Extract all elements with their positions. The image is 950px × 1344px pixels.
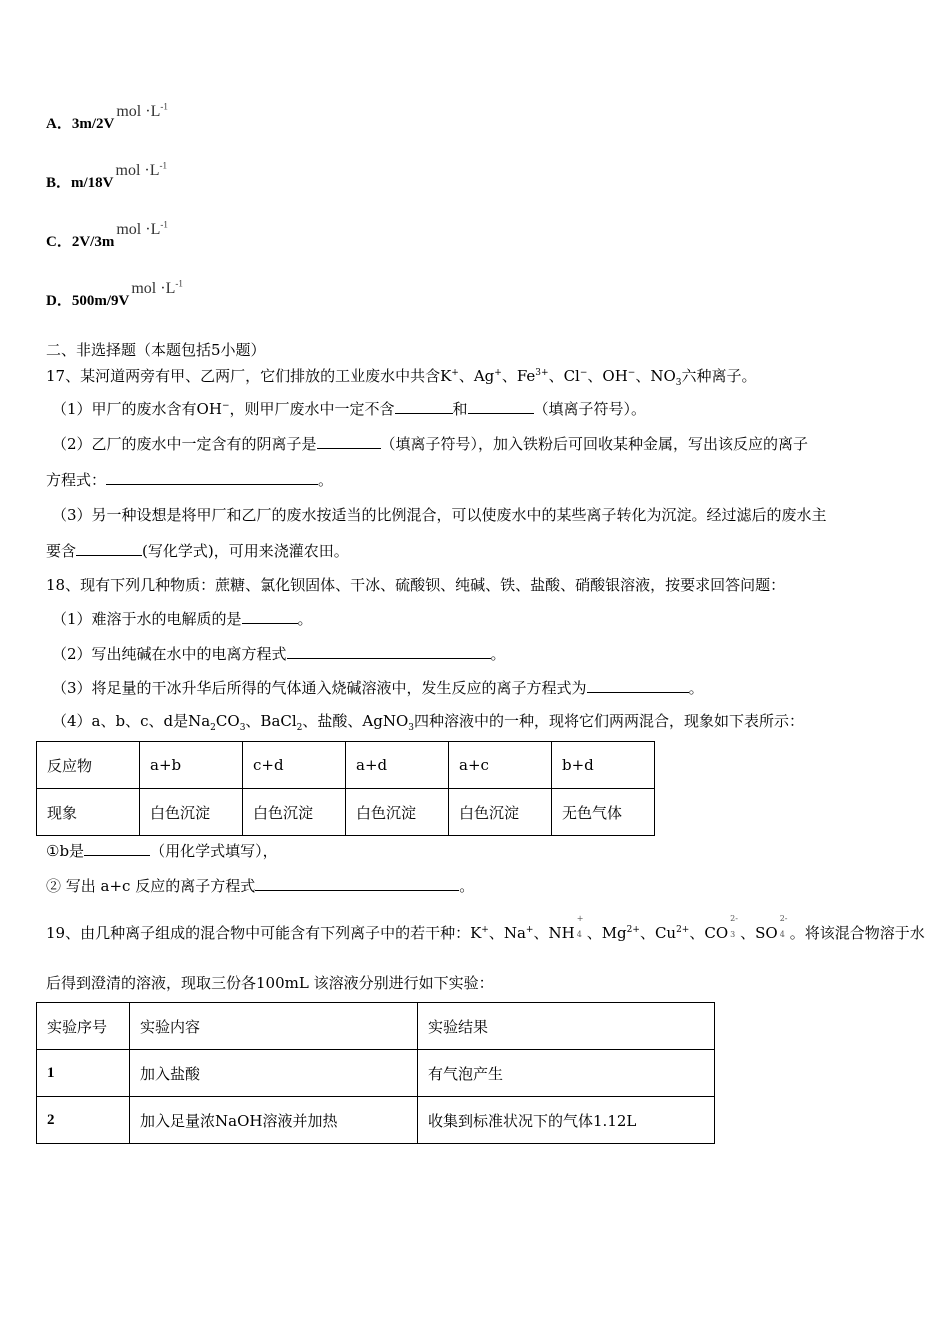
table-cell: c+d	[243, 742, 346, 789]
option-c: C．2V/3mmol $\cdot L^{-1}$	[46, 219, 168, 250]
table-cell: a+c	[449, 742, 552, 789]
table-cell: 白色沉淀	[243, 789, 346, 836]
table-cell: 加入盐酸	[130, 1050, 418, 1097]
option-a: A．3m/2Vmol $\cdot L^{-1}$	[46, 101, 168, 132]
table-row	[37, 1097, 715, 1144]
table-cell: a+d	[346, 742, 449, 789]
table-cell: 白色沉淀	[346, 789, 449, 836]
q18-part2: （2）写出纯碱在水中的电离方程式 。	[52, 645, 506, 663]
table-cell: 加入足量浓NaOH溶液并加热	[130, 1097, 418, 1144]
table-cell: 收集到标准状况下的气体1.12L	[418, 1097, 715, 1144]
table-cell: 1	[37, 1050, 130, 1097]
option-b: B．m/18Vmol $\cdot L^{-1}$	[46, 160, 168, 191]
table-header-cell: 实验内容	[130, 1003, 418, 1050]
q18-part4: （4）a、b、c、d是$Na_2CO_3$、BaCl$_2$、盐酸、AgNO$_3$四种溶液中的一种，现将它们两两混合，现象如下表所示：	[52, 712, 805, 733]
experiment-table	[36, 1002, 715, 1144]
table-cell: b+d	[552, 742, 655, 789]
table-cell: 无色气体	[552, 789, 655, 836]
q19-stem: 19、由几种离子组成的混合物中可能含有下列离子中的若干种：K+、Na+、NH + 4 、$Mg^{2+}$、$Cu^{2+}$、CO 2- 3 、SO 2- 4 。将该混合物溶于水	[46, 914, 925, 942]
section-title: 二、非选择题（本题包括5小题）	[46, 341, 266, 359]
table-cell: a+b	[140, 742, 243, 789]
table-row	[37, 742, 655, 789]
q17-stem: 17、某河道两旁有甲、乙两厂，它们排放的工业废水中共含K+、Ag+、$Fe^{3+}$、Cl−、OH−、$NO_3$六种离子。	[46, 367, 757, 388]
unit-text: mol ·L	[116, 221, 161, 238]
answer-blank[interactable]	[106, 470, 318, 485]
answer-blank[interactable]	[76, 541, 142, 556]
table-row	[37, 1050, 715, 1097]
option-d: D．500m/9Vmol $\cdot L^{-1}$	[46, 278, 183, 309]
q17-part2: （2）乙厂的废水中一定含有的阴离子是 （填离子符号），加入铁粉后可回收某种金属，写出该反应的离子	[52, 435, 809, 453]
q18-sub1: ①b是 （用化学式填写），	[46, 842, 278, 860]
unit-text: mol ·L	[115, 162, 160, 179]
answer-blank[interactable]	[395, 399, 453, 414]
unit-text: mol ·L	[131, 280, 176, 297]
table-cell: 白色沉淀	[140, 789, 243, 836]
q19-stem-cont: 后得到澄清的溶液，现取三份各100mL 该溶液分别进行如下实验：	[46, 974, 494, 992]
table-cell: 现象	[37, 789, 140, 836]
reaction-table	[36, 741, 655, 836]
answer-blank[interactable]	[287, 644, 491, 659]
answer-blank[interactable]	[317, 434, 381, 449]
table-cell: 有气泡产生	[418, 1050, 715, 1097]
table-cell: 2	[37, 1097, 130, 1144]
q17-part3-cont: 要含 (写化学式)，可用来浇灌农田。	[46, 542, 349, 560]
q17-part2-equation: 方程式： 。	[46, 471, 334, 489]
table-cell: 白色沉淀	[449, 789, 552, 836]
table-row	[37, 1003, 715, 1050]
q17-part3: （3）另一种设想是将甲厂和乙厂的废水按适当的比例混合，可以使废水中的某些离子转化为沉淀。经过滤后的废水主	[52, 506, 827, 524]
table-cell: 反应物	[37, 742, 140, 789]
table-row	[37, 789, 655, 836]
answer-blank[interactable]	[587, 678, 689, 693]
q18-part3: （3）将足量的干冰升华后所得的气体通入烧碱溶液中，发生反应的离子方程式为 。	[52, 679, 704, 697]
answer-blank[interactable]	[84, 841, 150, 856]
q17-part1: （1）甲厂的废水含有OH−，则甲厂废水中一定不含 和 （填离子符号）。	[52, 400, 647, 418]
answer-blank[interactable]	[255, 876, 459, 891]
q18-stem: 18、现有下列几种物质：蔗糖、氯化钡固体、干冰、硫酸钡、纯碱、铁、盐酸、硝酸银溶液，按要求回答问题：	[46, 576, 786, 594]
unit-text: mol ·L	[116, 103, 161, 120]
table-header-cell: 实验序号	[37, 1003, 130, 1050]
answer-blank[interactable]	[468, 399, 534, 414]
q18-sub2: ② 写出 a+c 反应的离子方程式 。	[46, 877, 475, 895]
table-header-cell: 实验结果	[418, 1003, 715, 1050]
answer-blank[interactable]	[242, 609, 298, 624]
q18-part1: （1）难溶于水的电解质的是 。	[52, 610, 313, 628]
